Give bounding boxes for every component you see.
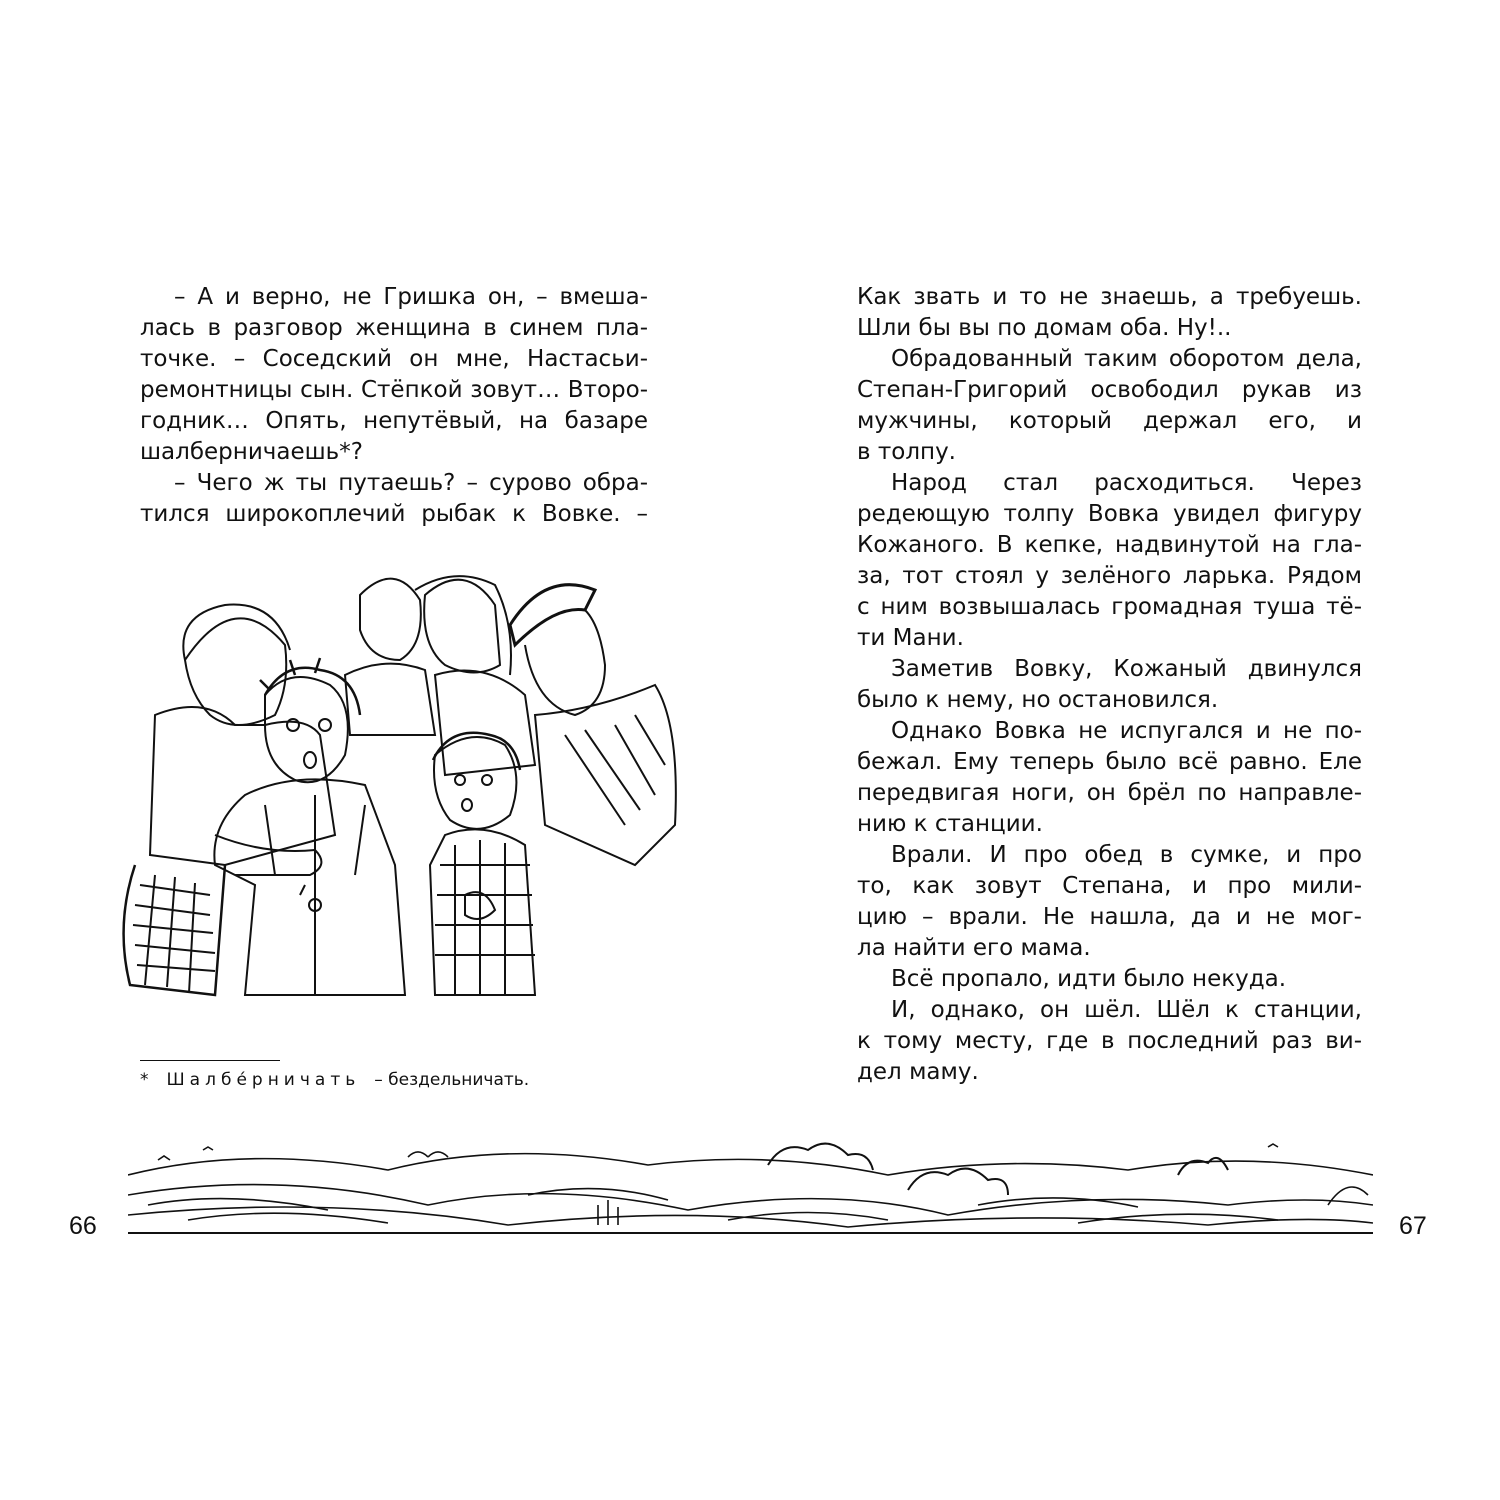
text-line: мужчины, который держал его, и (857, 408, 1362, 434)
text-line: ла найти его мама. (857, 935, 1091, 961)
text-line: Заметив Вовку, Кожаный двинулся (891, 656, 1362, 682)
footnote-definition: бездельничать. (388, 1070, 530, 1090)
text-line: Как звать и то не знаешь, а требуешь. (857, 284, 1362, 310)
text-line: было к нему, но остановился. (857, 687, 1219, 713)
text-line: точке. – Соседский он мне, Настасьи- (140, 346, 648, 372)
text-line: шалберничаешь*? (140, 439, 363, 465)
text-line: то, как зовут Степана, и про мили- (857, 873, 1362, 899)
landscape-banner (128, 1135, 1373, 1235)
footnote-dash: – (374, 1070, 383, 1090)
text-line: ремонтницы сын. Стёпкой зовут… Второ- (140, 377, 648, 403)
text-line: бежал. Ему теперь было всё равно. Еле (857, 749, 1362, 775)
text-line: годник… Опять, непутёвый, на базаре (140, 408, 648, 434)
right-page-text (857, 282, 1362, 1088)
text-line: Степан-Григорий освободил рукав из (857, 377, 1362, 403)
text-line: ти Мани. (857, 625, 964, 651)
footnote-rule (140, 1060, 280, 1061)
text-line: с ним возвышалась громадная туша тё- (857, 594, 1362, 620)
text-line: Всё пропало, идти было некуда. (891, 966, 1287, 992)
text-line: Шли бы вы по домам оба. Ну!.. (857, 315, 1232, 341)
text-line: Однако Вовка не испугался и не по- (891, 718, 1362, 744)
text-line: в толпу. (857, 439, 956, 465)
text-line: Кожаного. В кепке, надвинутой на гла- (857, 532, 1362, 558)
footnote-term: Шалбе́рничать (166, 1070, 361, 1090)
page-number-left: 66 (69, 1212, 97, 1240)
text-line: – Чего ж ты путаешь? – сурово обра- (174, 470, 648, 496)
left-page-text (140, 282, 648, 530)
text-line: Врали. И про обед в сумке, и про (891, 842, 1362, 868)
illustration-crowd-sketch (115, 565, 685, 1035)
page-number-right: 67 (1399, 1212, 1427, 1240)
text-line: цию – врали. Не нашла, да и не мог- (857, 904, 1362, 930)
text-line: к тому месту, где в последний раз ви- (857, 1028, 1362, 1054)
footnote (140, 1070, 529, 1090)
text-line: тился широкоплечий рыбак к Вовке. – (140, 501, 648, 527)
text-line: дел маму. (857, 1059, 979, 1085)
text-line: И, однако, он шёл. Шёл к станции, (891, 997, 1362, 1023)
text-line: Народ стал расходиться. Через (891, 470, 1362, 496)
text-line: передвигая ноги, он брёл по направле- (857, 780, 1362, 806)
text-line: за, тот стоял у зелёного ларька. Рядом (857, 563, 1362, 589)
text-line: нию к станции. (857, 811, 1043, 837)
text-line: лась в разговор женщина в синем пла- (140, 315, 648, 341)
text-line: – А и верно, не Гришка он, – вмеша- (174, 284, 648, 310)
text-line: редеющую толпу Вовка увидел фигуру (857, 501, 1362, 527)
footnote-marker: * (140, 1070, 149, 1090)
text-line: Обрадованный таким оборотом дела, (891, 346, 1362, 372)
